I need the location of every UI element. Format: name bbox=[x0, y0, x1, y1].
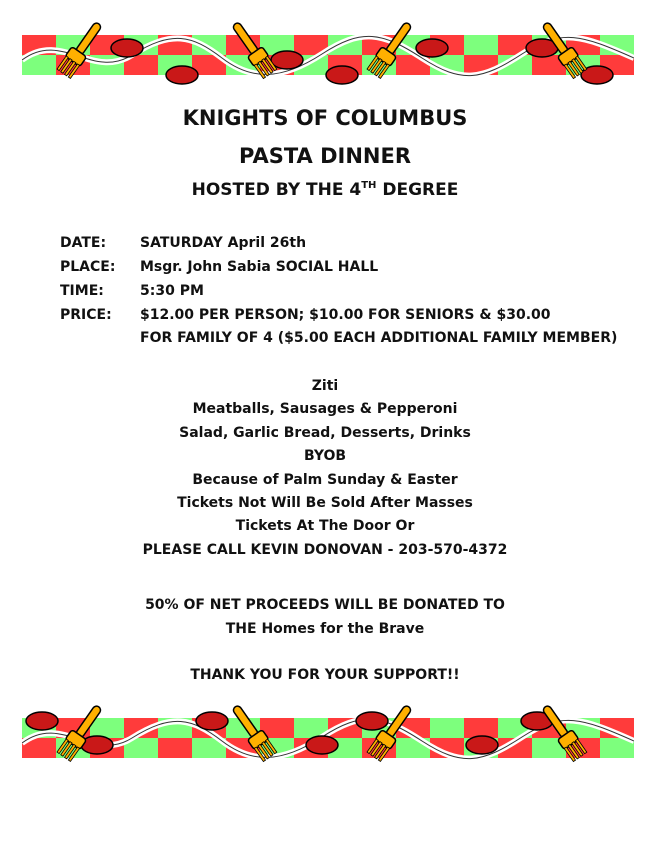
price-label: PRICE: bbox=[60, 307, 112, 323]
menu-line: Ziti bbox=[311, 378, 339, 394]
time-label: TIME: bbox=[60, 283, 104, 299]
proceeds-note bbox=[0, 597, 650, 645]
event-details bbox=[60, 235, 640, 354]
detail-row-place bbox=[60, 259, 640, 283]
place-label: PLACE: bbox=[60, 259, 116, 275]
detail-row-time bbox=[60, 283, 640, 307]
menu-line: BYOB bbox=[303, 448, 347, 465]
place-value: Msgr. John Sabia SOCIAL HALL bbox=[140, 259, 379, 275]
date-value: SATURDAY April 26th bbox=[140, 235, 307, 251]
menu-line: Tickets Not Will Be Sold After Masses bbox=[177, 494, 473, 511]
time-value: 5:30 PM bbox=[140, 283, 204, 299]
menu-line: Meatballs, Sausages & Pepperoni bbox=[192, 401, 458, 418]
menu-line: Salad, Garlic Bread, Desserts, Drinks bbox=[179, 424, 471, 441]
event-host bbox=[0, 180, 650, 200]
menu-line: Because of Palm Sunday & Easter bbox=[192, 471, 458, 488]
menu-list bbox=[0, 378, 650, 565]
pasta-border-icon bbox=[22, 20, 634, 90]
event-org-title: KNIGHTS OF COLUMBUS bbox=[182, 106, 468, 130]
host-text-end: DEGREE bbox=[376, 180, 459, 200]
proceeds-line: 50% OF NET PROCEEDS WILL BE DONATED TO bbox=[145, 597, 505, 613]
pasta-border-icon bbox=[22, 703, 634, 773]
pasta-banner-bottom bbox=[22, 703, 634, 773]
detail-row-price-cont bbox=[60, 330, 640, 354]
price-value-2: FOR FAMILY OF 4 ($5.00 EACH ADDITIONAL FAMILY MEMBER) bbox=[140, 330, 618, 346]
event-title: PASTA DINNER bbox=[238, 144, 411, 168]
host-superscript: TH bbox=[361, 180, 377, 191]
detail-row-date bbox=[60, 235, 640, 259]
menu-line: Tickets At The Door Or bbox=[235, 518, 415, 535]
contact-line: PLEASE CALL KEVIN DONOVAN - 203-570-4372 bbox=[142, 541, 508, 558]
date-label: DATE: bbox=[60, 235, 107, 251]
proceeds-line: THE Homes for the Brave bbox=[225, 621, 425, 637]
detail-row-price bbox=[60, 307, 640, 331]
host-text: HOSTED BY THE 4 bbox=[191, 180, 362, 200]
price-value: $12.00 PER PERSON; $10.00 FOR SENIORS & $30.00 bbox=[140, 307, 551, 323]
thank-you-message: THANK YOU FOR YOUR SUPPORT!! bbox=[190, 667, 460, 683]
pasta-banner-top bbox=[22, 20, 634, 90]
